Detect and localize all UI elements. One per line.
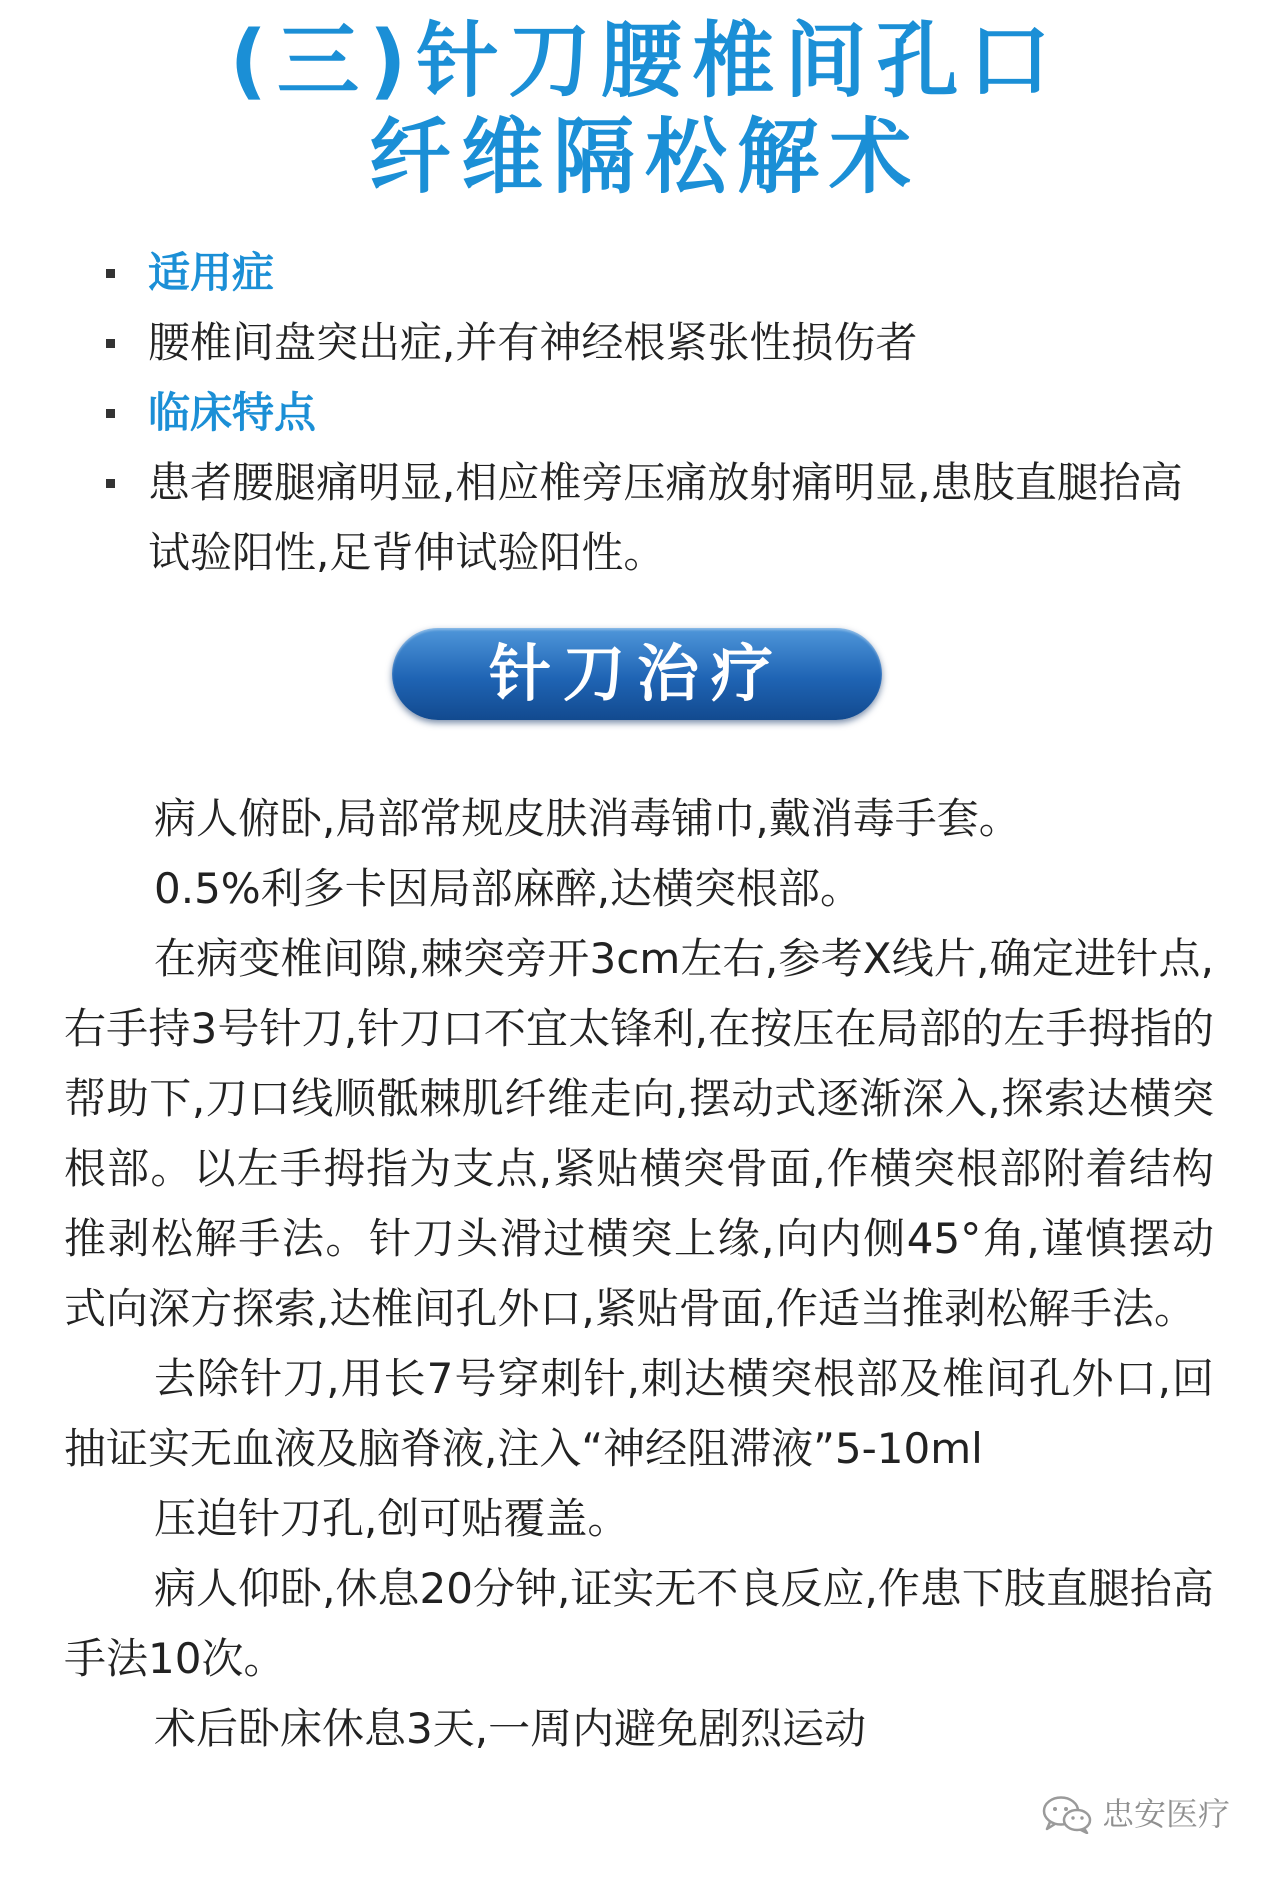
procedure-paragraph: 0.5%利多卡因局部麻醉,达横突根部。 <box>154 864 863 913</box>
bullet-indications-text: 腰椎间盘突出症,并有神经根紧张性损伤者 <box>102 308 1222 378</box>
bullet-heading-indications: 适用症 <box>102 238 1222 308</box>
title-line-2: 纤维隔松解术 <box>368 110 921 205</box>
watermark-text: 忠安医疗 <box>1101 1795 1230 1833</box>
section-badge-treatment: 针刀治疗 <box>392 628 882 720</box>
procedure-paragraph: 术后卧床休息3天,一周内避免剧烈运动 <box>154 1704 867 1753</box>
wechat-icon <box>1040 1794 1094 1834</box>
page-title <box>0 14 1280 206</box>
watermark <box>1040 1794 1230 1834</box>
procedure-body <box>64 784 1214 1764</box>
title-line-1: (三)针刀腰椎间孔口 <box>229 14 1061 109</box>
procedure-paragraph: 病人仰卧,休息20分钟,证实无不良反应,作患下肢直腿抬高手法10次。 <box>64 1564 1214 1683</box>
procedure-paragraph: 压迫针刀孔,创可贴覆盖。 <box>154 1494 630 1543</box>
bullet-heading-clinical-features: 临床特点 <box>102 378 1222 448</box>
procedure-paragraph: 病人俯卧,局部常规皮肤消毒铺巾,戴消毒手套。 <box>154 794 1021 843</box>
procedure-paragraph: 去除针刀,用长7号穿刺针,刺达横突根部及椎间孔外口,回抽证实无血液及脑脊液,注入“神经阻滞液”5-10ml <box>64 1354 1214 1473</box>
bullet-list <box>102 238 1222 588</box>
procedure-paragraph: 在病变椎间隙,棘突旁开3cm左右,参考X线片,确定进针点,右手持3号针刀,针刀口不宜太锋利,在按压在局部的左手拇指的帮助下,刀口线顺骶棘肌纤维走向,摆动式逐渐深入,探索达横突根部。以左手拇指为支点,紧贴横突骨面,作横突根部附着结构推剥松解手法。针刀头滑过横突上缘,向内侧45°角,谨慎摆动式向深方探索,达椎间孔外口,紧贴骨面,作适当推剥松解手法。 <box>64 934 1214 1333</box>
bullet-clinical-features-text: 患者腰腿痛明显,相应椎旁压痛放射痛明显,患肢直腿抬高试验阳性,足背伸试验阳性。 <box>102 448 1222 588</box>
